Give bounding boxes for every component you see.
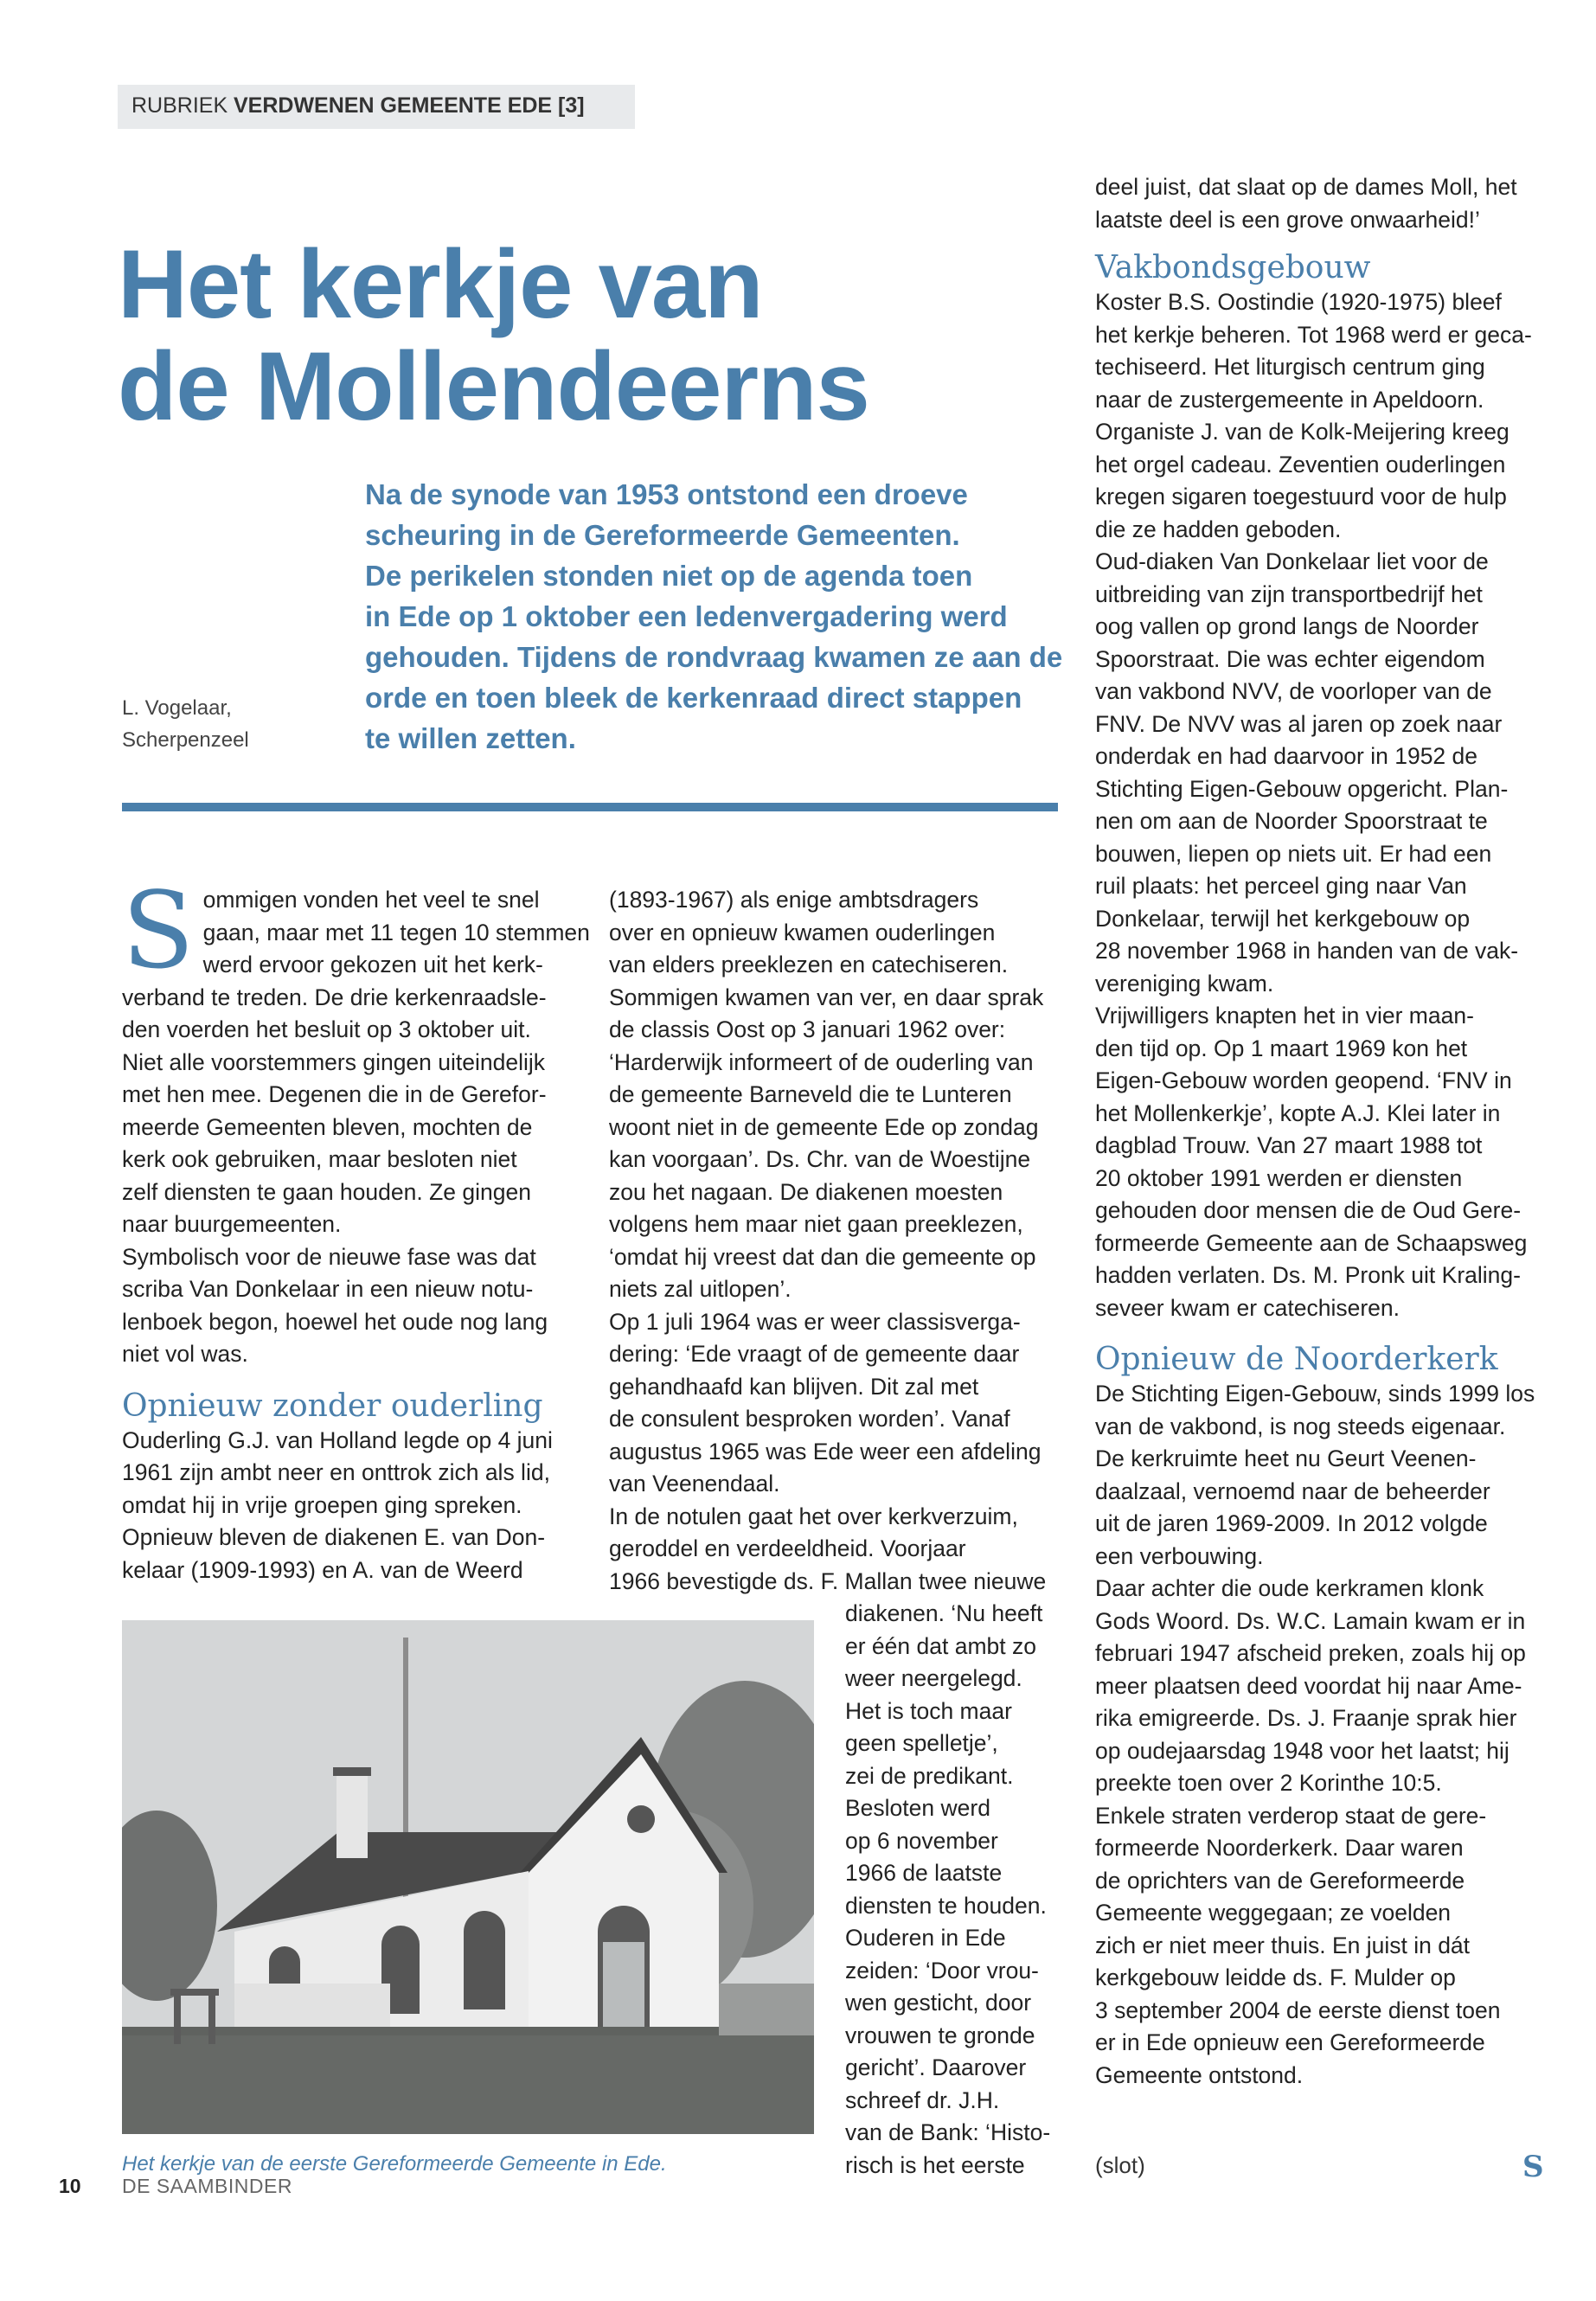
text-line: vereniging kwam. bbox=[1095, 970, 1274, 997]
text-line: omdat hij in vrije groepen ging spreken. bbox=[122, 1491, 522, 1518]
lead-line: De perikelen stonden niet op de agenda toen bbox=[365, 560, 973, 592]
rubric-bar bbox=[118, 85, 635, 129]
text-line: rika emigreerde. Ds. J. Fraanje sprak hier bbox=[1095, 1705, 1517, 1731]
text-line: bouwen, liepen op niets uit. Er had een bbox=[1095, 840, 1492, 867]
section-heading: Vakbondsgebouw bbox=[1095, 250, 1371, 285]
text-line: Niet alle voorstemmers gingen uiteindelijk bbox=[122, 1048, 546, 1075]
text-line: de consulent besproken worden’. Vanaf bbox=[609, 1406, 1010, 1432]
lead-line: gehouden. Tijdens de rondvraag kwamen ze aan de bbox=[365, 641, 1063, 673]
text-line: van Veenendaal. bbox=[609, 1471, 780, 1497]
text-line: lenboek begon, hoewel het oude nog lang bbox=[122, 1308, 548, 1335]
text-line: wen gesticht, door bbox=[845, 1990, 1032, 2016]
text-line: ruil plaats: het perceel ging naar Van bbox=[1095, 873, 1467, 899]
text-line: het Mollenkerkje’, kopte A.J. Klei later in bbox=[1095, 1099, 1501, 1126]
lead-line: scheuring in de Gereformeerde Gemeenten. bbox=[365, 519, 960, 551]
text-line: Sommigen kwamen van ver, en daar sprak bbox=[609, 984, 1044, 1010]
text-line: Eigen-Gebouw worden geopend. ‘FNV in bbox=[1095, 1067, 1512, 1093]
text-line: geen spelletje’, bbox=[845, 1730, 998, 1756]
text-line: over en opnieuw kwamen ouderlingen bbox=[609, 919, 996, 945]
text-line: augustus 1965 was Ede weer een afdeling bbox=[609, 1438, 1042, 1465]
author-name: L. Vogelaar, bbox=[122, 696, 232, 720]
text-line: ommigen vonden het veel te snel bbox=[202, 887, 540, 913]
text-line: Besloten werd bbox=[845, 1795, 990, 1821]
text-line: Gemeente weggegaan; ze voelden bbox=[1095, 1900, 1452, 1926]
title-line: de Mollendeerns bbox=[118, 332, 869, 440]
text-line: met hen mee. Degenen die in de Gerefor- bbox=[122, 1081, 547, 1107]
text-line: op oudejaarsdag 1948 voor het laatst; hij bbox=[1095, 1737, 1509, 1764]
text-line: 1966 bevestigde ds. F. Mallan twee nieuwe bbox=[609, 1567, 1047, 1594]
text-line: meer plaatsen deed voordat hij naar Ame- bbox=[1095, 1672, 1522, 1699]
text-line: Ouderen in Ede bbox=[845, 1925, 1006, 1951]
text-line: niet vol was. bbox=[122, 1341, 248, 1367]
text-line: weer neergelegd. bbox=[845, 1665, 1022, 1691]
lead-line: te willen zetten. bbox=[365, 722, 576, 754]
text-line: den tijd op. Op 1 maart 1969 kon het bbox=[1095, 1035, 1468, 1061]
text-line: den voerden het besluit op 3 oktober uit. bbox=[122, 1016, 531, 1042]
text-line: Spoorstraat. Die was echter eigendom bbox=[1095, 645, 1485, 672]
column-1 bbox=[122, 869, 590, 1586]
text-line: daalzaal, vernoemd naar de beheerder bbox=[1095, 1477, 1490, 1504]
text-line: Gods Woord. Ds. W.C. Lamain kwam er in bbox=[1095, 1607, 1526, 1634]
text-line: gehandhaafd kan blijven. Dit zal met bbox=[609, 1373, 979, 1400]
rubric-label: VERDWENEN GEMEENTE EDE [3] bbox=[234, 93, 585, 118]
text-line: formeerde Gemeente aan de Schaapsweg bbox=[1095, 1229, 1528, 1256]
text-line: hadden verlaten. Ds. M. Pronk uit Kraling- bbox=[1095, 1262, 1521, 1288]
text-line: op 6 november bbox=[845, 1827, 998, 1854]
text-line: deel juist, dat slaat op de dames Moll, het bbox=[1095, 174, 1517, 200]
text-line: van de Bank: ‘Histo- bbox=[845, 2119, 1051, 2145]
text-line: verband te treden. De drie kerkenraadsle- bbox=[122, 984, 547, 1010]
text-line: een verbouwing. bbox=[1095, 1542, 1264, 1569]
text-line: Donkelaar, terwijl het kerkgebouw op bbox=[1095, 905, 1471, 932]
photo-caption: Het kerkje van de eerste Gereformeerde Gemeente in Ede. bbox=[122, 2152, 667, 2176]
text-line: Gemeente ontstond. bbox=[1095, 2061, 1304, 2088]
text-line: Koster B.S. Oostindie (1920-1975) bleef bbox=[1095, 289, 1502, 315]
text-line: ‘omdat hij vreest dat dan die gemeente op bbox=[609, 1243, 1036, 1270]
text-line: dagblad Trouw. Van 27 maart 1988 tot bbox=[1095, 1132, 1483, 1158]
text-line: uitbreiding van zijn transportbedrijf het bbox=[1095, 580, 1483, 607]
text-line: techiseerd. Het liturgisch centrum ging bbox=[1095, 354, 1485, 380]
text-line: Stichting Eigen-Gebouw opgericht. Plan- bbox=[1095, 775, 1509, 802]
text-line: nen om aan de Noorder Spoorstraat te bbox=[1095, 808, 1488, 834]
text-line: kerkgebouw leidde ds. F. Mulder op bbox=[1095, 1965, 1456, 1990]
text-line: geroddel en verdeeldheid. Voorjaar bbox=[609, 1535, 966, 1561]
text-line: Opnieuw bleven de diakenen E. van Don- bbox=[122, 1524, 546, 1550]
text-line: gehouden door mensen die de Oud Gere- bbox=[1095, 1197, 1522, 1223]
text-line: 1961 zijn ambt neer en onttrok zich als lid, bbox=[122, 1459, 550, 1485]
text-line: meerde Gemeenten bleven, mochten de bbox=[122, 1113, 533, 1140]
text-line: gericht’. Daarover bbox=[845, 2054, 1027, 2080]
text-line: kregen sigaren toegestuurd voor de hulp bbox=[1095, 484, 1507, 510]
text-line: van de vakbond, is nog steeds eigenaar. bbox=[1095, 1413, 1506, 1439]
text-line: kan voorgaan’. Ds. Chr. van de Woestijne bbox=[609, 1146, 1031, 1172]
text-line: zei de predikant. bbox=[845, 1762, 1014, 1789]
text-line: uit de jaren 1969-2009. In 2012 volgde bbox=[1095, 1510, 1488, 1536]
section-heading: Opnieuw zonder ouderling bbox=[122, 1388, 543, 1424]
publication-name: DE SAAMBINDER bbox=[122, 2175, 292, 2197]
text-line: FNV. De NVV was al jaren op zoek naar bbox=[1095, 710, 1503, 737]
text-line: 20 oktober 1991 werden er diensten bbox=[1095, 1164, 1463, 1191]
text-line: woont niet in de gemeente Ede op zondag bbox=[609, 1113, 1039, 1140]
text-line: de gemeente Barneveld die te Lunteren bbox=[609, 1081, 1012, 1107]
text-line: preekte toen over 2 Korinthe 10:5. bbox=[1095, 1770, 1442, 1796]
lead-paragraph bbox=[365, 474, 1063, 759]
text-line: vrouwen te gronde bbox=[845, 2022, 1035, 2048]
text-line: het kerkje beheren. Tot 1968 werd er geca- bbox=[1095, 321, 1532, 348]
text-line: scriba Van Donkelaar in een nieuw notu- bbox=[122, 1276, 534, 1302]
text-line: volgens hem maar niet gaan preeklezen, bbox=[609, 1211, 1023, 1237]
text-line: risch is het eerste bbox=[845, 2151, 1025, 2178]
article-title bbox=[118, 230, 1069, 440]
lead-line: Na de synode van 1953 ontstond een droeve bbox=[365, 478, 968, 510]
text-line: naar buurgemeenten. bbox=[122, 1211, 342, 1237]
text-line: Het is toch maar bbox=[845, 1697, 1012, 1724]
title-line: Het kerkje van bbox=[118, 230, 763, 338]
slot-note: (slot) bbox=[1095, 2152, 1145, 2178]
text-line: 28 november 1968 in handen van de vak- bbox=[1095, 938, 1519, 964]
rubric-prefix: RUBRIEK bbox=[131, 93, 228, 118]
column-3 bbox=[1095, 171, 1562, 2092]
text-line: zou het nagaan. De diakenen moesten bbox=[609, 1178, 1003, 1205]
text-line: zich er niet meer thuis. En juist in dát bbox=[1095, 1932, 1471, 1958]
end-mark-icon: S bbox=[1522, 2150, 1544, 2184]
text-line: zelf diensten te gaan houden. Ze gingen bbox=[122, 1178, 531, 1205]
text-line: Vrijwilligers knapten het in vier maan- bbox=[1095, 1003, 1474, 1029]
text-line: schreef dr. J.H. bbox=[845, 2086, 1000, 2113]
text-line: er één dat ambt zo bbox=[845, 1632, 1036, 1659]
text-line: kelaar (1909-1993) en A. van de Weerd bbox=[122, 1556, 523, 1583]
church-photo bbox=[122, 1620, 814, 2134]
text-line: Ouderling G.J. van Holland legde op 4 juni bbox=[122, 1426, 553, 1453]
text-line: van vakbond NVV, de voorloper van de bbox=[1095, 678, 1492, 704]
text-line: Organiste J. van de Kolk-Meijering kreeg bbox=[1095, 419, 1509, 445]
text-line: onderdak en had daarvoor in 1952 de bbox=[1095, 743, 1478, 769]
text-line: naar de zustergemeente in Apeldoorn. bbox=[1095, 386, 1484, 413]
text-line: gaan, maar met 11 tegen 10 stemmen bbox=[202, 919, 590, 945]
lead-line: in Ede op 1 oktober een ledenvergadering werd bbox=[365, 600, 1008, 632]
text-line: De Stichting Eigen-Gebouw, sinds 1999 los bbox=[1095, 1381, 1535, 1407]
page-number: 10 bbox=[59, 2175, 81, 2197]
text-line: De kerkruimte heet nu Geurt Veenen- bbox=[1095, 1445, 1477, 1471]
text-line: Oud-diaken Van Donkelaar liet voor de bbox=[1095, 548, 1489, 574]
text-line: 3 september 2004 de eerste dienst toen bbox=[1095, 1997, 1501, 2023]
church-illustration bbox=[122, 1620, 814, 2134]
text-line: seveer kwam er catechiseren. bbox=[1095, 1294, 1401, 1321]
text-line: In de notulen gaat het over kerkverzuim, bbox=[609, 1503, 1018, 1529]
divider-rule bbox=[122, 803, 1058, 811]
text-line: niets zal uitlopen’. bbox=[609, 1276, 792, 1302]
text-line: werd ervoor gekozen uit het kerk- bbox=[202, 952, 543, 977]
lead-line: orde en toen bleek de kerkenraad direct stappen bbox=[365, 682, 1022, 714]
text-line: de classis Oost op 3 januari 1962 over: bbox=[609, 1016, 1006, 1042]
author-place: Scherpenzeel bbox=[122, 728, 249, 752]
text-line: de oprichters van de Gereformeerde bbox=[1095, 1867, 1465, 1894]
text-line: Enkele straten verderop staat de gere- bbox=[1095, 1802, 1487, 1829]
text-line: het orgel cadeau. Zeventien ouderlingen bbox=[1095, 451, 1506, 478]
text-line: Daar achter die oude kerkramen klonk bbox=[1095, 1575, 1484, 1601]
text-line: diakenen. ‘Nu heeft bbox=[845, 1600, 1043, 1626]
section-heading: Opnieuw de Noorderkerk bbox=[1095, 1342, 1498, 1377]
text-line: februari 1947 afscheid preken, zoals hij op bbox=[1095, 1640, 1526, 1666]
text-line: dering: ‘Ede vraagt of de gemeente daar bbox=[609, 1341, 1020, 1367]
text-line: er in Ede opnieuw een Gereformeerde bbox=[1095, 2029, 1485, 2055]
text-line: zeiden: ‘Door vrou- bbox=[845, 1957, 1039, 1984]
text-line: diensten te houden. bbox=[845, 1892, 1047, 1919]
text-line: van elders preeklezen en catechiseren. bbox=[609, 952, 1009, 977]
column-2-narrow bbox=[845, 1598, 1061, 2182]
text-line: (1893-1967) als enige ambtsdragers bbox=[609, 887, 979, 913]
author-byline bbox=[122, 692, 295, 756]
text-line: oog vallen op grond langs de Noorder bbox=[1095, 613, 1479, 639]
text-line: Op 1 juli 1964 was er weer classisverga- bbox=[609, 1308, 1021, 1335]
text-line: kerk ook gebruiken, maar besloten niet bbox=[122, 1146, 517, 1172]
drop-cap: S bbox=[122, 869, 195, 992]
text-line: 1966 de laatste bbox=[845, 1860, 1003, 1886]
text-line: laatste deel is een grove onwaarheid!’ bbox=[1095, 206, 1480, 233]
text-line: die ze hadden geboden. bbox=[1095, 516, 1342, 542]
text-line: ‘Harderwijk informeert of de ouderling van bbox=[609, 1048, 1034, 1075]
text-line: Symbolisch voor de nieuwe fase was dat bbox=[122, 1243, 536, 1270]
text-line: formeerde Noorderkerk. Daar waren bbox=[1095, 1835, 1464, 1861]
column-2 bbox=[609, 884, 1059, 1598]
